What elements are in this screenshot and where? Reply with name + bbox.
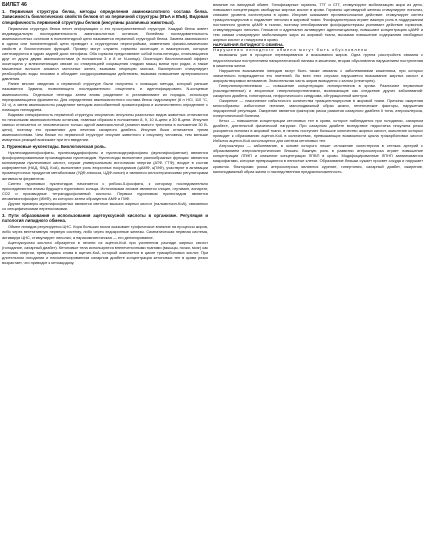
section-title: НАРУШЕНИЯ ЛИПИДНОГО ОБМЕНА. [213, 42, 284, 48]
question-1-title: 1. Первичная структура белка, методы определения аминокислотного состава белка. Зависимость биологических свойств белков от их первичной структуры (ВЪА и ВЪБ). Видовая специфичность первичной структуры белков (инсулины различных животных). [2, 9, 208, 25]
spaced-line: Нарушения липидного обмена могут быть обусловлены [213, 47, 369, 53]
q2-paragraph: Синтез пуриновых нуклеотидов начинается с рибозо-5-фосфата, к которому последовательно присоединяются атомы будущего пуринового кольца. Источниками атомов являются глицин, глутамин, аспартат, CO2 и производные тетрагидрофолиевой кислоты. Первым пуриновым нуклеотидом является инозинмонофосфат (ИМФ), из которого затем образуются АМФ и ГМФ. [2, 180, 208, 201]
body-paragraph: возможны уже в процессе переваривания и всасывания жиров. Одна группа расстройств связана с недостаточным поступлением панкреатической липазы в кишечник, вторая обусловлена нарушением поступления в кишечник желчи. [213, 52, 423, 68]
body-paragraph: Ожирение — накопление избыточного количества триацилглицеролов в жировой ткани. Причины ожирения многообразны: избыточное питание, малоподвижный образ жизни, генетические факторы, нарушения эндокринной регуляции. Ожирение является фактором риска развития сахарного диабета II типа, атеросклероза, гипертонической болезни. [213, 97, 423, 119]
body-paragraph: Кетоз — повышение концентрации кетоновых тел в крови, которое наблюдается при голодании, сахарном диабете, длительной физической нагрузке. При сахарном диабете вследствие недостатка инсулина резко ускоряется липолиз в жировой ткани, в печень поступает большое количество жирных кислот, окисление которых приводит к образованию ацетил-КоА в количествах, превышающих возможности цикла трикарбоновых кислот. Избыток ацетил-КоА используется для синтеза кетоновых тел. [213, 118, 423, 144]
q1-paragraph: Первичная структура белка несет информацию о его пространственной структуре. Каждый белок имеет индивидуальную последовательность аминокислотных остатков. Линейная последовательность аминокислотных остатков в полипептидной цепи называется первичной структурой белка. Замена аминокислот в одном или полипептидной цепи приводит к структурным перестройкам, изменению физико-химических свойств и биологических функций. Пример могут служить гормоны окситоцин и вазопрессин, которые синтезируются в ядрах задней доли гипофиза. Оба гормона представляют собой нона-пептиды, отличающиеся друг от друга двумя аминокислотами (в положении 3 и 8 от N-конца). Окситоцин биологический эффект окситоцина у млекопитающих связан со стимуляцией сокращения гладких мышц матки при родах, а также мышечных волокон альвеол молочных желез, вызывая секрецию молока. Вазопрессин стимулирует реабсорбцию воды почками и обладает сосудосуживающим действием, вызывая повышение артериального давления. [2, 25, 208, 82]
q1-paragraph: Ранее многие сведения о первичной структуре были получены с помощью метода, который раньше называется Эдмана, позволяющего последовательно отщеплять и идентифицировать N-концевые аминокислоты. Отдельные пептиды затем вновь разделяют и устанавливают их порядок, используя перекрывающиеся фрагменты. Для определения аминокислотного состава белок гидролизуют (6 н HCl, 110 °С, 24 ч), а затем аминокислоты разделяют методом ионообменной хроматографии и количественно определяют с помощью нингидрина. [2, 81, 208, 112]
continued-paragraph: влияние на липидный обмен. Гипофизарные гормоны, ТТГ и СТГ, стимулируют мобилизацию жира из депо, повышают концентрацию свободных жирных кислот в крови. Гормоны щитовидной железы стимулируют липолиз, снижают уровень холестерина в крови. Инсулин оказывает противоположное действие: стимулирует синтез триацилглицеролов и подавляет липолиз в жировой ткани. Фосфодиэстераза играет важную роль в поддержании постоянного уровня цАМФ в тканях, поэтому ингибирование фосфодиэстеразы усиливает действие гормонов, стимулирующих липолиз. Глюкагон и адреналин активируют аденилатциклазу, повышают концентрацию цАМФ и тем самым стимулируют мобилизацию жира из жировой ткани, вызывая повышение содержания свободных жирных кислот и глицерина в крови. [213, 2, 423, 43]
question-3-title: 3. Пути образования и использования ацетоуксусной кислоты в организме. Регуляция и патология липидного обмена. [2, 212, 208, 224]
body-paragraph: Гиперлипопротеинемии — повышение концентрации липопротеинов в крови. Различают первичные (наследственные) и вторичные гиперлипопротеинемии, возникающие как следствие других заболеваний: сахарного диабета, гипотиреоза, нефротического синдрома, обтурационной желтухи. [213, 82, 423, 98]
body-paragraph: Нарушения всасывания липидов могут быть также связаны с заболеваниями кишечника, при которых значительно повреждается его эпителий. Во всех этих случаях нарушается всасывание жирных кислот и жирорастворимых витаминов. Значительная часть жиров выводится с калом (стеаторея). [213, 67, 423, 83]
question-2-title: 2. Пуриновые нуклеотиды. Биологическая роль. [2, 143, 107, 149]
q2-paragraph: Нуклеозидмонофосфаты, нуклеозиддифосфаты и нуклеозидтрифосфаты (мультифосфатные) являются фосфорилированными производными нуклеозидов. Нуклеотиды выполняют разнообразные функции: являются мономерами нуклеиновых кислот, служат универсальным источником энергии (АТФ, ГТФ), входят в состав коферментов (НАД, ФАД, КоА), выполняют роль вторичных посредников (цАМФ, цГМФ), участвуют в активации промежуточных продуктов метаболизма (УДФ-глюкоза, ЦДФ-холин) и являются аллостерическими регуляторами активности ферментов. [2, 150, 208, 181]
body-paragraph: Атеросклероз — заболевание, в основе которого лежит отложение холестерина в стенках артерий с образованием атеросклеротических бляшек. Важную роль в развитии атеросклероза играет повышение концентрации ЛПНП и снижение концентрации ЛПВП в крови. Модифицированные ЛПНП захватываются макрофагами, которые превращаются в пенистые клетки. Образование бляшки сужает просвет сосуда и нарушает кровоток. Факторами риска атеросклероза являются курение, гипертония, сахарный диабет, ожирение, малоподвижный образ жизни и наследственная предрасположенность. [213, 143, 423, 174]
left-column [2, 2, 208, 560]
q3-paragraph: Обмен липидов регулируется ЦНС. Кора больших мозга оказывает трофическое влияние на процессы жиров, либо через вегетативную нервную систему, либо через эндокринные железы. Симпатическая нервная система, активируя ЦНС, стимулирует липолиз, а парасимпатическая — его депонирование. [2, 224, 208, 240]
ticket-number: БИЛЕТ 46 [2, 2, 27, 8]
q1-paragraph: Видовая специфичность первичной структуры инсулинов: инсулины различных видов животных отличаются по нескольким аминокислотным остаткам, главным образом в положениях 8, 9, 10 А-цепи и 30 В-цепи. Инсулин свиньи отличается от человеческого только одной аминокислотой (аланин вместо треонина в положении 30 В-цепи), поэтому его применяют для лечения сахарного диабета. Инсулин быка отличается тремя аминокислотами. Чем ближе по первичной структуре инсулин животного к инсулину человека, тем меньше иммунных реакций возникает при его введении. [2, 111, 208, 142]
q3-paragraph: Ацетоуксусная кислота образуется в печени из ацетил-КоА при усиленном распаде жирных кислот (голодание, сахарный диабет). Кетоновые тела используются внепеченочными тканями (мышцы, почки, мозг) как источник энергии, превращаясь снова в ацетил-КоА, который окисляется в цикле трикарбоновых кислот. При длительном голодании и некомпенсированном сахарном диабете концентрация кетоновых тел в крови резко возрастает, что приводит к кетоацидозу. [2, 239, 208, 265]
q2-paragraph: Другие примеры мультифосфатных являются светлые высших жирных кислот (пальмитоил-КоА), связанных со специфическими переносчиками. [2, 200, 208, 211]
right-column [213, 2, 423, 560]
